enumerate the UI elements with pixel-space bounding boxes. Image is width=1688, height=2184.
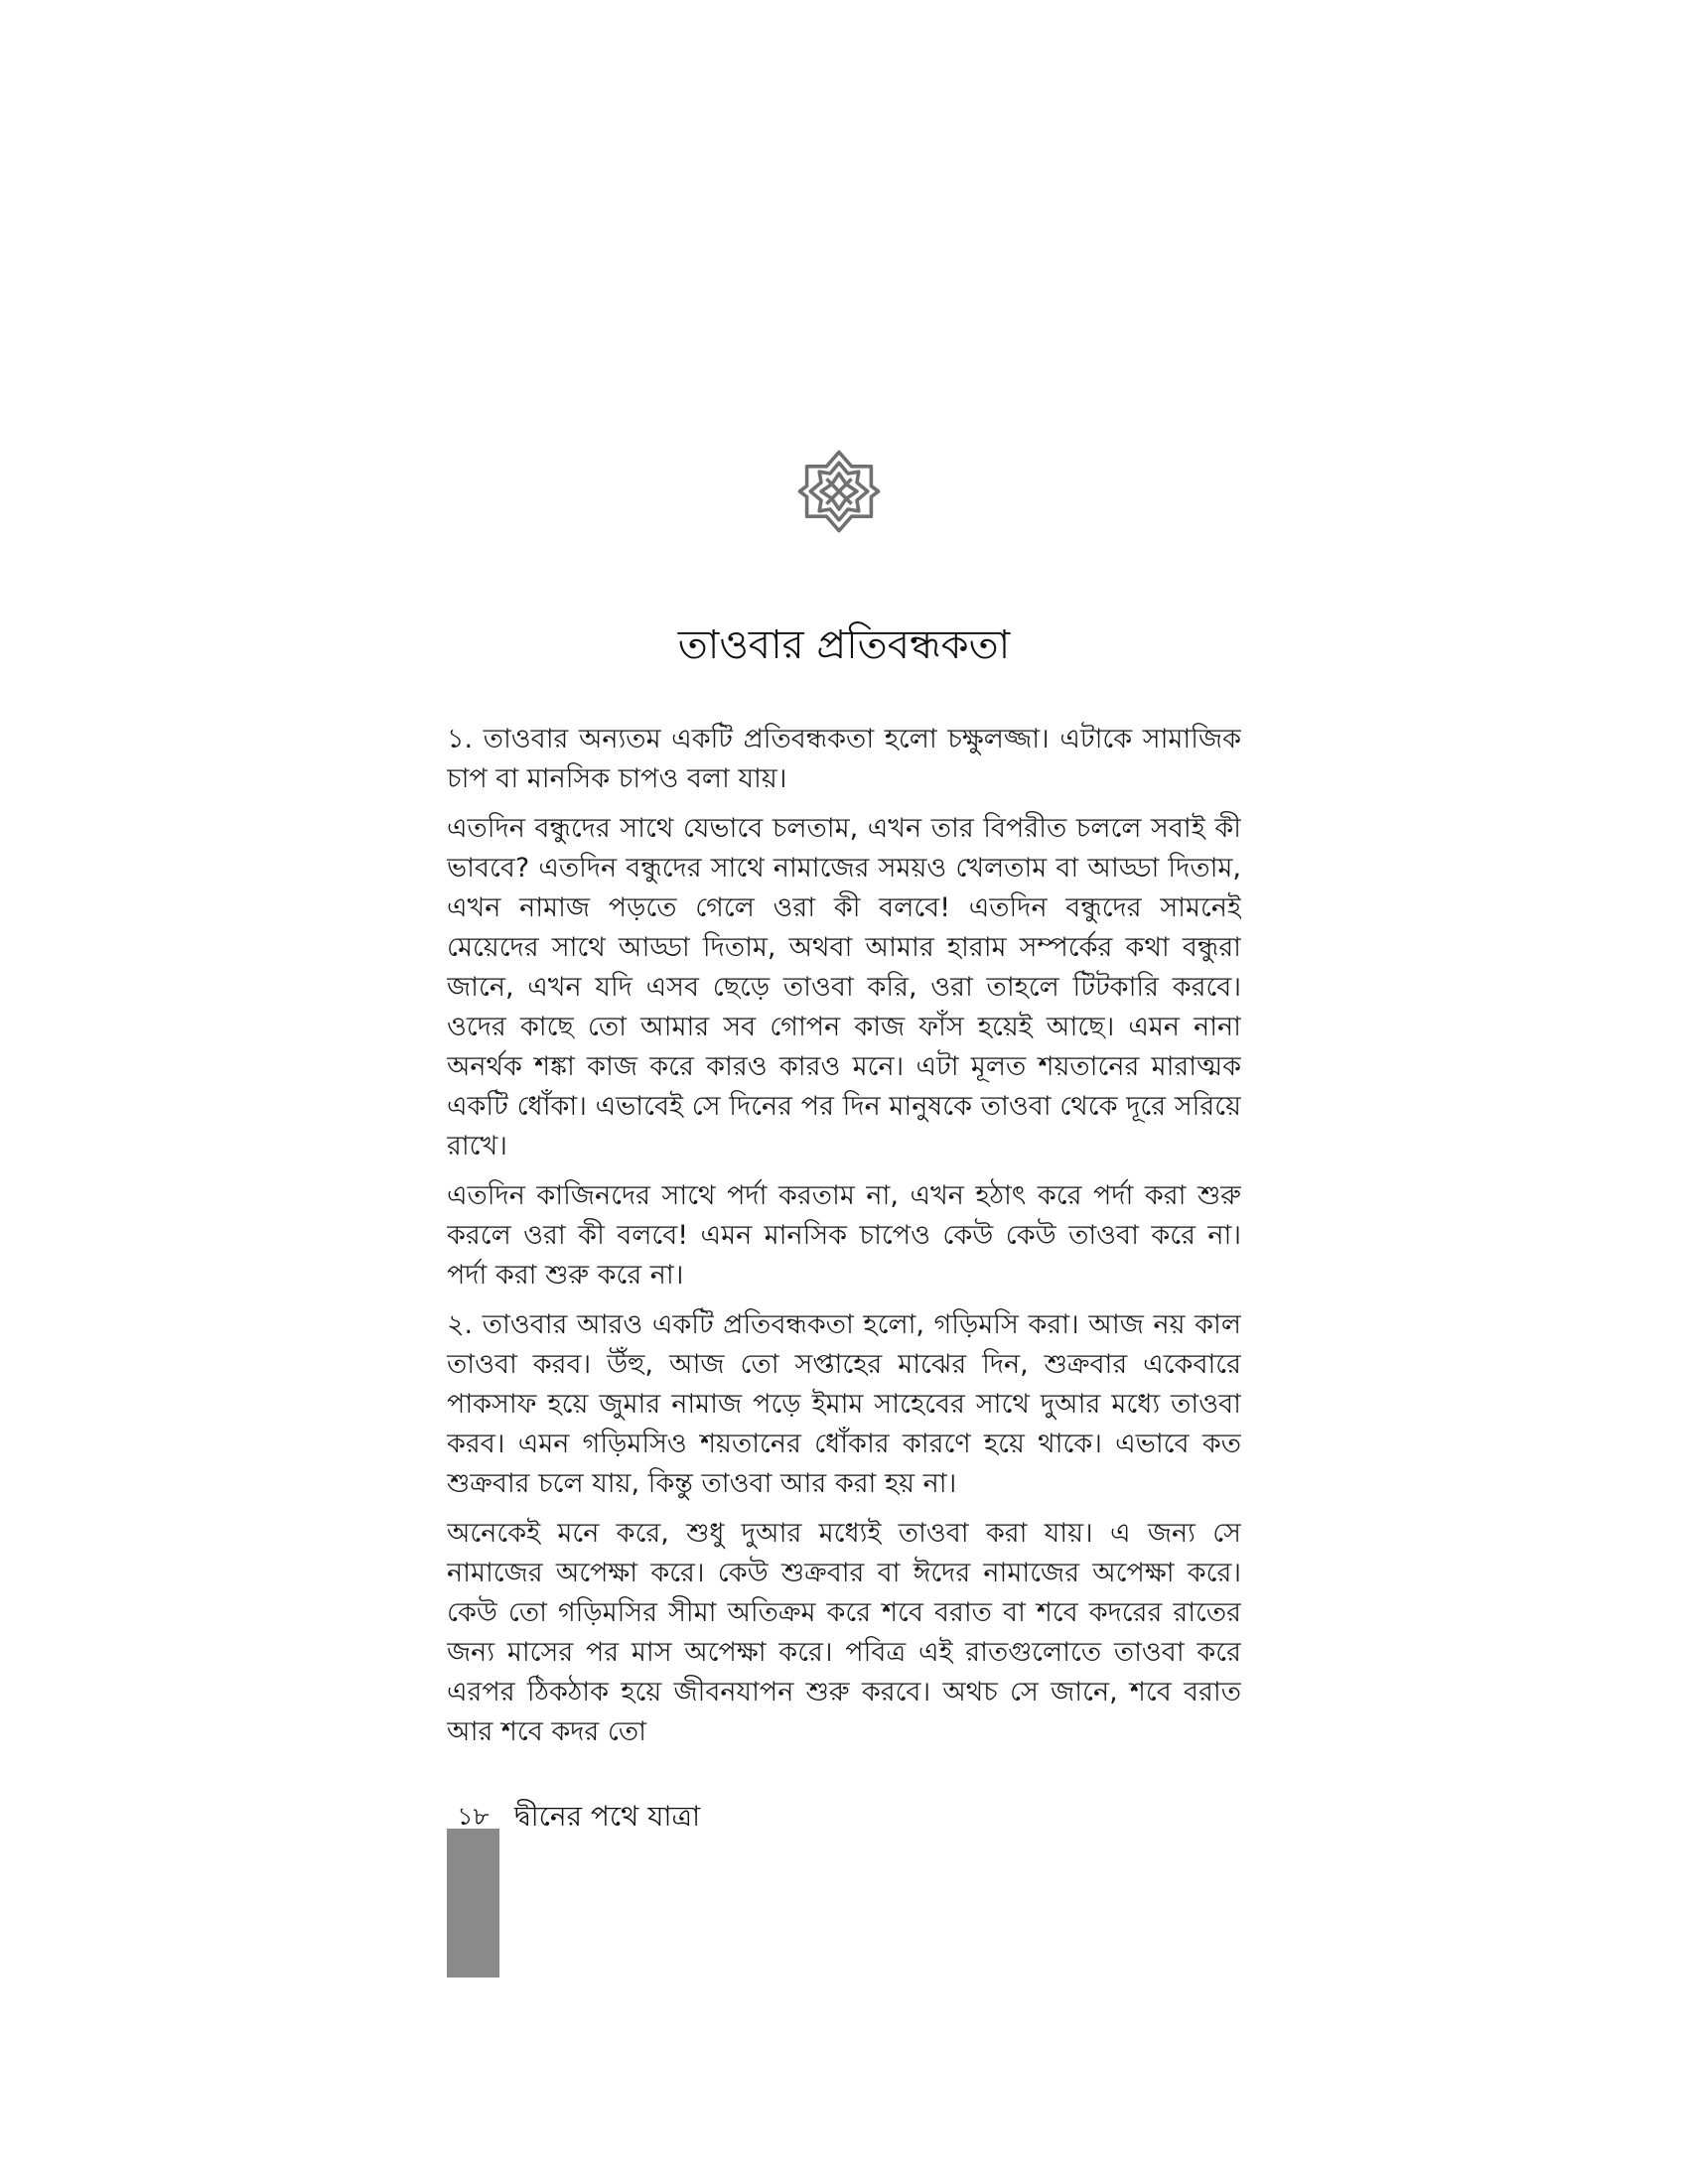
paragraph: এতদিন কাজিনদের সাথে পর্দা করতাম না, এখন হঠাৎ করে পর্দা করা শুরু করলে ওরা কী বলবে! এমন মানসিক চাপেও কেউ কেউ তাওবা করে না। পর্দা করা শুরু করে না। xyxy=(447,1180,1241,1291)
paragraph: অনেকেই মনে করে, শুধু দুআর মধ্যেই তাওবা করা যায়। এ জন্য সে নামাজের অপেক্ষা করে। কেউ শুক্রবার বা ঈদের নামাজের অপেক্ষা করে। কেউ তো গড়িমসির সীমা অতিক্রম করে শবে বরাত বা শবে কদরের রাতের জন্য মাসের পর মাস অপেক্ষা করে। পবিত্র এই রাতগুলোতে তাওবা করে এরপর ঠিকঠাক হয়ে জীবনযাপন শুরু করবে। অথচ সে জানে, শবে বরাত আর শবে কদর তো xyxy=(447,1518,1241,1747)
footer-gray-bar xyxy=(447,1829,499,1978)
paragraph: ১. তাওবার অন্যতম একটি প্রতিবন্ধকতা হলো চক্ষুলজ্জা। এটাকে সামাজিক চাপ বা মানসিক চাপও বলা যায়। xyxy=(447,724,1241,794)
chapter-title: তাওবার প্রতিবন্ধকতা xyxy=(677,622,1011,668)
body-text xyxy=(447,720,1241,1752)
paragraph: ২. তাওবার আরও একটি প্রতিবন্ধকতা হলো, গড়িমসি করা। আজ নয় কাল তাওবা করব। উঁহু, আজ তো সপ্তাহের মাঝের দিন, শুক্রবার একেবারে পাকসাফ হয়ে জুমার নামাজ পড়ে ইমাম সাহেবের সাথে দুআর মধ্যে তাওবা করব। এমন গড়িমসিও শয়তানের ধোঁকার কারণে হয়ে থাকে। এভাবে কত শুক্রবার চলে যায়, কিন্তু তাওবা আর করা হয় না। xyxy=(447,1309,1241,1499)
page-number: ১৮ xyxy=(457,1802,490,1831)
paragraph: এতদিন বন্ধুদের সাথে যেভাবে চলতাম, এখন তার বিপরীত চললে সবাই কী ভাববে? এতদিন বন্ধুদের সাথে নামাজের সময়ও খেলতাম বা আড্ডা দিতাম, এখন নামাজ পড়তে গেলে ওরা কী বলবে! এতদিন বন্ধুদের সামনেই মেয়েদের সাথে আড্ডা দিতাম, অথবা আমার হারাম সম্পর্কের কথা বন্ধুরা জানে, এখন যদি এসব ছেড়ে তাওবা করি, ওরা তাহলে টিটকারি করবে। ওদের কাছে তো আমার সব গোপন কাজ ফাঁস হয়েই আছে। এমন নানা অনর্থক শঙ্কা কাজ করে কারও কারও মনে। এটা মূলত শয়তানের মারাত্মক একটি ধোঁকা। এভাবেই সে দিনের পর দিন মানুষকে তাওবা থেকে দূরে সরিয়ে রাখে। xyxy=(447,813,1241,1161)
running-book-title: দ্বীনের পথে যাত্রা xyxy=(514,1800,701,1833)
eight-petal-ornament-icon xyxy=(794,447,884,536)
